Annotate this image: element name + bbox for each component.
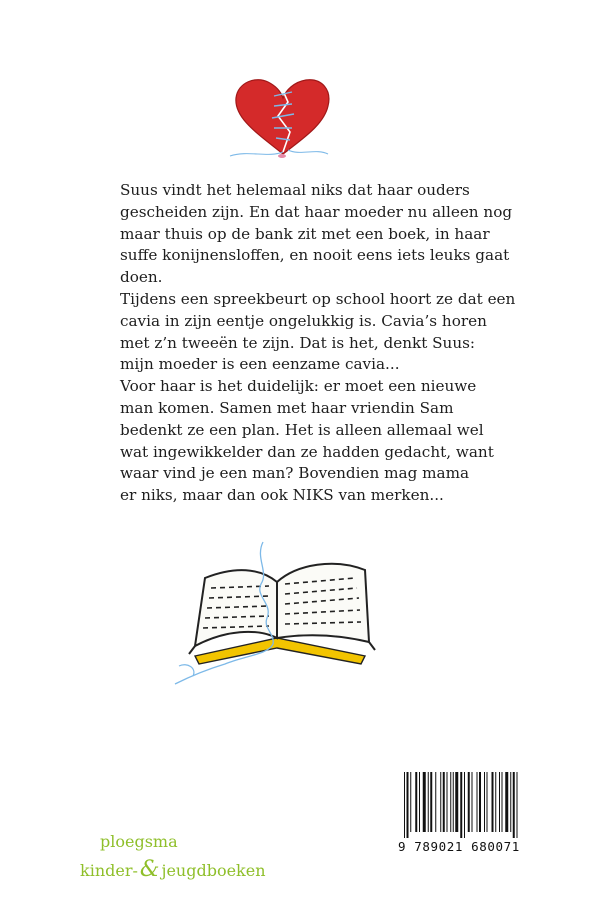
- barcode-bar: [407, 772, 409, 838]
- barcode-bars: [402, 772, 522, 838]
- barcode-bar: [440, 772, 441, 832]
- blurb-line: Voor haar is het duidelijk: er moet een nieuwe: [120, 377, 477, 396]
- blurb-text: [120, 180, 516, 507]
- barcode-bar: [487, 772, 488, 832]
- barcode-bar: [404, 772, 405, 838]
- blurb-line: waar vind je een man? Bovendien mag mama: [120, 464, 470, 483]
- barcode-bar: [505, 772, 508, 832]
- publisher-name-right: jeugdboeken: [161, 861, 266, 880]
- barcode-bar: [455, 772, 458, 832]
- barcode-bar: [472, 772, 473, 832]
- blurb-line: er niks, maar dan ook NIKS van merken...: [120, 486, 444, 505]
- blurb-line: bedenkt ze een plan. Het is alleen allemaal wel: [120, 420, 484, 439]
- barcode-bar: [513, 772, 515, 838]
- barcode-bar: [447, 772, 448, 832]
- stitched-heart-icon: [228, 72, 338, 172]
- blurb-line: maar thuis op de bank zit met een boek, in haar: [120, 224, 490, 243]
- barcode-bar: [415, 772, 417, 832]
- barcode-bar: [502, 772, 503, 832]
- barcode-bar: [410, 772, 411, 832]
- barcode-bar: [477, 772, 478, 832]
- barcode-digits: 9 789021 680071: [398, 839, 520, 854]
- blurb-line: Suus vindt het helemaal niks dat haar ouders: [120, 181, 470, 199]
- blurb-line: cavia in zijn eentje ongelukkig is. Cavia’s horen: [120, 311, 487, 330]
- publisher-name-bottom: [80, 857, 266, 882]
- barcode-bar: [517, 772, 518, 838]
- blurb-line: met z’n tweeën te zijn. Dat is het, denkt Suus:: [120, 333, 476, 352]
- barcode-bar: [453, 772, 454, 832]
- barcode-bar: [430, 772, 432, 832]
- barcode-bar: [443, 772, 445, 832]
- barcode-bar: [492, 772, 494, 832]
- blurb-line: man komen. Samen met haar vriendin Sam: [120, 398, 454, 417]
- barcode-bar: [510, 772, 511, 832]
- barcode-bar: [460, 772, 462, 838]
- publisher-name-top: ploegsma: [100, 832, 178, 851]
- blurb-line: Tijdens een spreekbeurt op school hoort ze dat een: [120, 289, 516, 308]
- publisher-ampersand: &: [139, 857, 160, 882]
- open-book-illustration: [165, 538, 395, 688]
- barcode-bar: [499, 772, 500, 832]
- barcode-bar: [464, 772, 465, 838]
- barcode-bar: [479, 772, 481, 832]
- blurb-line: gescheiden zijn. En dat haar moeder nu alleen nog: [120, 202, 513, 221]
- barcode-bar: [419, 772, 420, 832]
- barcode-bar: [423, 772, 426, 832]
- barcode-bar: [468, 772, 470, 832]
- barcode-bar: [484, 772, 485, 832]
- blurb-line: wat ingewikkelder dan ze hadden gedacht, want: [120, 442, 494, 461]
- blurb-line: mijn moeder is een eenzame cavia...: [120, 355, 400, 374]
- barcode-bar: [428, 772, 429, 832]
- blurb-line: suffe konijnensloffen, en nooit eens iets leuks gaat: [120, 246, 510, 265]
- barcode-bar: [495, 772, 496, 832]
- blurb-line: doen.: [120, 268, 163, 287]
- isbn-barcode: [398, 768, 526, 856]
- barcode-bar: [450, 772, 451, 832]
- barcode-bar: [435, 772, 436, 832]
- publisher-name-left: kinder-: [80, 861, 138, 880]
